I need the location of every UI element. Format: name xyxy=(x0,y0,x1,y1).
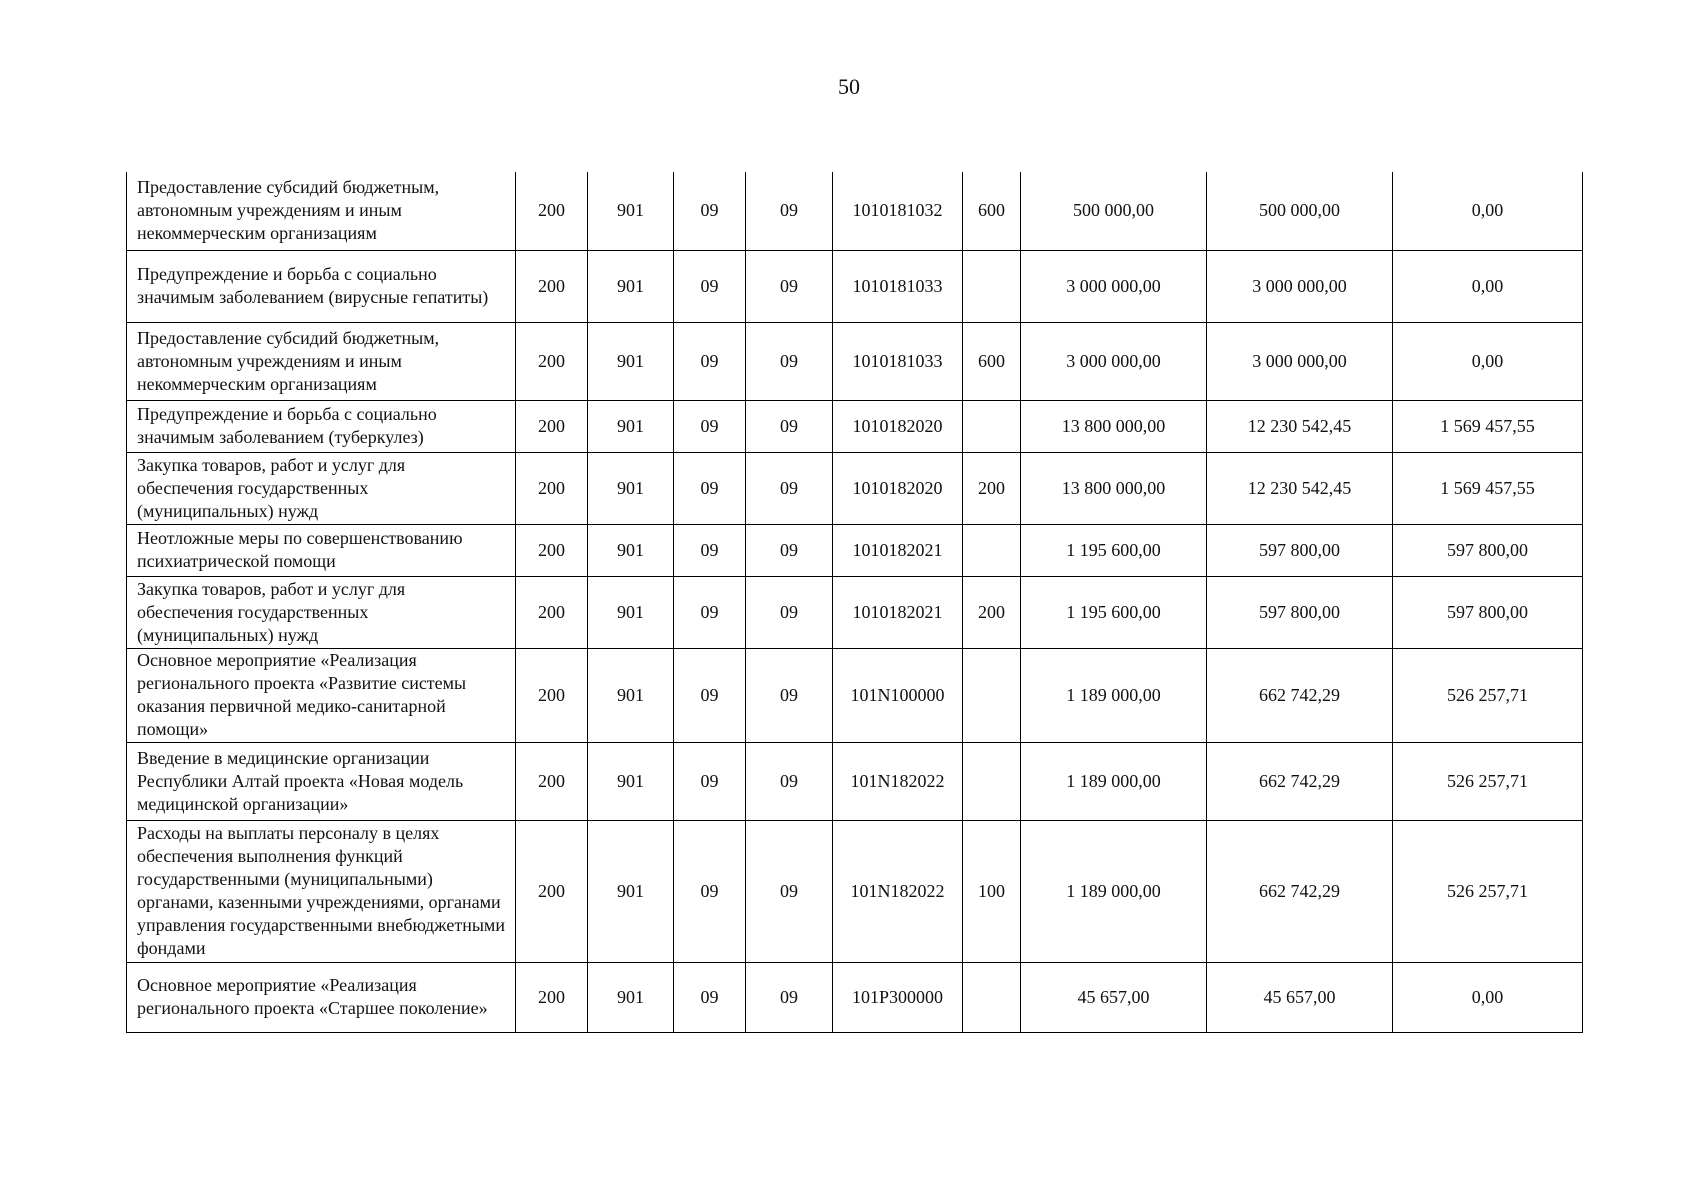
cell-amount-2: 662 742,29 xyxy=(1207,820,1393,962)
cell-amount-2: 597 800,00 xyxy=(1207,524,1393,576)
cell-code-4: 09 xyxy=(746,452,833,524)
cell-amount-2: 12 230 542,45 xyxy=(1207,400,1393,452)
cell-amount-1: 1 189 000,00 xyxy=(1021,820,1207,962)
cell-amount-1: 1 189 000,00 xyxy=(1021,742,1207,820)
cell-code-2: 901 xyxy=(588,820,674,962)
cell-code-5: 101P300000 xyxy=(833,962,963,1032)
cell-amount-2: 662 742,29 xyxy=(1207,648,1393,742)
cell-code-2: 901 xyxy=(588,962,674,1032)
cell-code-6: 200 xyxy=(963,452,1021,524)
cell-code-1: 200 xyxy=(516,452,588,524)
cell-code-3: 09 xyxy=(674,322,746,400)
cell-code-4: 09 xyxy=(746,576,833,648)
row-name: Основное мероприятие «Реализация регионального проекта «Развитие системы оказания первичной медико-санитарной помощи» xyxy=(127,648,516,742)
cell-code-4: 09 xyxy=(746,524,833,576)
row-name: Введение в медицинские организации Республики Алтай проекта «Новая модель медицинской организации» xyxy=(127,742,516,820)
cell-amount-3: 597 800,00 xyxy=(1393,524,1583,576)
cell-amount-2: 12 230 542,45 xyxy=(1207,452,1393,524)
cell-code-6: 200 xyxy=(963,576,1021,648)
cell-code-1: 200 xyxy=(516,172,588,250)
cell-amount-1: 13 800 000,00 xyxy=(1021,400,1207,452)
cell-amount-2: 3 000 000,00 xyxy=(1207,250,1393,322)
cell-code-6 xyxy=(963,648,1021,742)
cell-code-3: 09 xyxy=(674,742,746,820)
cell-amount-1: 1 189 000,00 xyxy=(1021,648,1207,742)
cell-amount-1: 500 000,00 xyxy=(1021,172,1207,250)
cell-code-2: 901 xyxy=(588,172,674,250)
cell-amount-3: 597 800,00 xyxy=(1393,576,1583,648)
cell-amount-2: 662 742,29 xyxy=(1207,742,1393,820)
cell-code-3: 09 xyxy=(674,820,746,962)
table-row xyxy=(127,172,1583,250)
cell-code-5: 101N100000 xyxy=(833,648,963,742)
cell-code-6 xyxy=(963,742,1021,820)
cell-code-5: 1010182020 xyxy=(833,400,963,452)
cell-code-6: 100 xyxy=(963,820,1021,962)
row-name: Основное мероприятие «Реализация регионального проекта «Старшее поколение» xyxy=(127,962,516,1032)
cell-code-6 xyxy=(963,250,1021,322)
cell-code-1: 200 xyxy=(516,250,588,322)
cell-code-3: 09 xyxy=(674,250,746,322)
row-name: Предоставление субсидий бюджетным, автономным учреждениям и иным некоммерческим организациям xyxy=(127,322,516,400)
cell-code-5: 1010182021 xyxy=(833,524,963,576)
cell-amount-3: 0,00 xyxy=(1393,250,1583,322)
cell-code-5: 1010182020 xyxy=(833,452,963,524)
cell-code-4: 09 xyxy=(746,322,833,400)
table-row xyxy=(127,400,1583,452)
table-row xyxy=(127,452,1583,524)
cell-code-4: 09 xyxy=(746,820,833,962)
cell-code-3: 09 xyxy=(674,648,746,742)
cell-amount-1: 13 800 000,00 xyxy=(1021,452,1207,524)
cell-code-1: 200 xyxy=(516,524,588,576)
table-row xyxy=(127,524,1583,576)
cell-code-6 xyxy=(963,524,1021,576)
cell-amount-3: 0,00 xyxy=(1393,322,1583,400)
cell-code-1: 200 xyxy=(516,400,588,452)
row-name: Предоставление субсидий бюджетным, автономным учреждениям и иным некоммерческим организациям xyxy=(127,172,516,250)
cell-amount-3: 526 257,71 xyxy=(1393,648,1583,742)
cell-code-5: 1010181033 xyxy=(833,322,963,400)
cell-amount-3: 1 569 457,55 xyxy=(1393,452,1583,524)
cell-code-2: 901 xyxy=(588,648,674,742)
cell-code-5: 101N182022 xyxy=(833,820,963,962)
cell-amount-2: 597 800,00 xyxy=(1207,576,1393,648)
cell-amount-1: 3 000 000,00 xyxy=(1021,250,1207,322)
cell-code-4: 09 xyxy=(746,742,833,820)
row-name: Закупка товаров, работ и услуг для обеспечения государственных (муниципальных) нужд xyxy=(127,576,516,648)
cell-amount-1: 45 657,00 xyxy=(1021,962,1207,1032)
cell-code-1: 200 xyxy=(516,820,588,962)
cell-amount-3: 0,00 xyxy=(1393,172,1583,250)
row-name: Неотложные меры по совершенствованию психиатрической помощи xyxy=(127,524,516,576)
cell-code-5: 101N182022 xyxy=(833,742,963,820)
cell-code-1: 200 xyxy=(516,576,588,648)
cell-amount-3: 526 257,71 xyxy=(1393,820,1583,962)
cell-code-4: 09 xyxy=(746,400,833,452)
table-row xyxy=(127,820,1583,962)
cell-code-3: 09 xyxy=(674,400,746,452)
page-number: 50 xyxy=(838,74,860,99)
cell-code-5: 1010181032 xyxy=(833,172,963,250)
cell-code-2: 901 xyxy=(588,452,674,524)
cell-amount-1: 1 195 600,00 xyxy=(1021,524,1207,576)
cell-amount-1: 3 000 000,00 xyxy=(1021,322,1207,400)
row-name: Закупка товаров, работ и услуг для обеспечения государственных (муниципальных) нужд xyxy=(127,452,516,524)
table-row xyxy=(127,250,1583,322)
row-name: Предупреждение и борьба с социально значимым заболеванием (туберкулез) xyxy=(127,400,516,452)
cell-code-6: 600 xyxy=(963,322,1021,400)
cell-code-4: 09 xyxy=(746,250,833,322)
cell-amount-2: 500 000,00 xyxy=(1207,172,1393,250)
table-row xyxy=(127,322,1583,400)
cell-amount-3: 1 569 457,55 xyxy=(1393,400,1583,452)
table-row xyxy=(127,576,1583,648)
cell-code-5: 1010181033 xyxy=(833,250,963,322)
cell-code-3: 09 xyxy=(674,962,746,1032)
cell-code-1: 200 xyxy=(516,322,588,400)
cell-amount-3: 526 257,71 xyxy=(1393,742,1583,820)
cell-amount-3: 0,00 xyxy=(1393,962,1583,1032)
cell-code-1: 200 xyxy=(516,742,588,820)
cell-code-4: 09 xyxy=(746,172,833,250)
cell-amount-2: 3 000 000,00 xyxy=(1207,322,1393,400)
cell-code-2: 901 xyxy=(588,524,674,576)
table-row xyxy=(127,742,1583,820)
cell-code-2: 901 xyxy=(588,576,674,648)
cell-code-2: 901 xyxy=(588,322,674,400)
cell-code-6 xyxy=(963,400,1021,452)
cell-code-3: 09 xyxy=(674,524,746,576)
cell-code-6 xyxy=(963,962,1021,1032)
table-row xyxy=(127,648,1583,742)
cell-code-4: 09 xyxy=(746,648,833,742)
cell-code-2: 901 xyxy=(588,250,674,322)
table-row xyxy=(127,962,1583,1032)
cell-code-3: 09 xyxy=(674,452,746,524)
cell-code-2: 901 xyxy=(588,400,674,452)
cell-code-1: 200 xyxy=(516,962,588,1032)
cell-code-6: 600 xyxy=(963,172,1021,250)
cell-code-3: 09 xyxy=(674,172,746,250)
cell-code-1: 200 xyxy=(516,648,588,742)
cell-code-5: 1010182021 xyxy=(833,576,963,648)
cell-amount-1: 1 195 600,00 xyxy=(1021,576,1207,648)
cell-code-2: 901 xyxy=(588,742,674,820)
row-name: Предупреждение и борьба с социально значимым заболеванием (вирусные гепатиты) xyxy=(127,250,516,322)
cell-code-4: 09 xyxy=(746,962,833,1032)
row-name: Расходы на выплаты персоналу в целях обеспечения выполнения функций государственными (муниципальными) органами, казенными учреждениями, органами управления государственными внебюджетными фондами xyxy=(127,820,516,962)
cell-amount-2: 45 657,00 xyxy=(1207,962,1393,1032)
cell-code-3: 09 xyxy=(674,576,746,648)
budget-table xyxy=(126,172,1583,1033)
